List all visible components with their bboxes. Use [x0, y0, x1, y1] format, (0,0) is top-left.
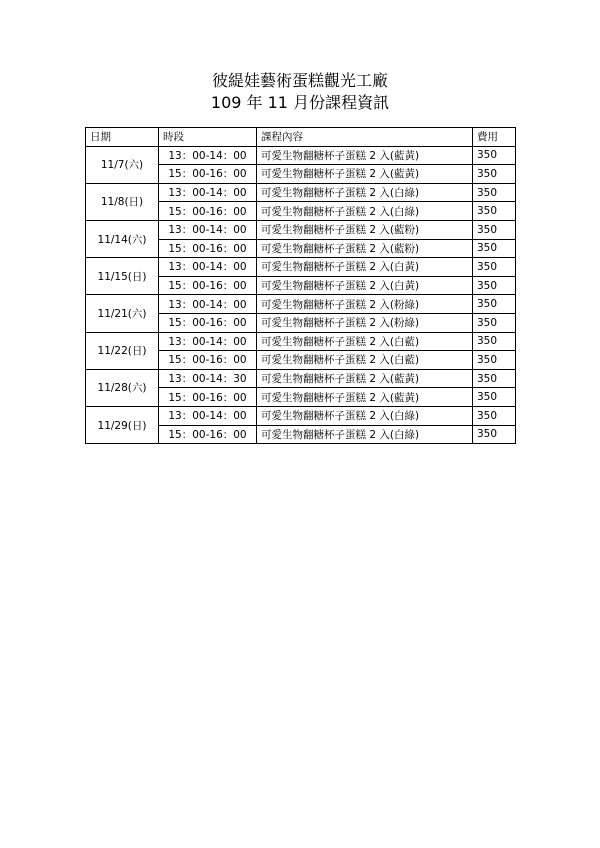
table-row	[86, 220, 516, 239]
table-header-row	[86, 128, 516, 147]
fee-cell: 350	[473, 425, 516, 444]
course-cell: 可愛生物翻糖杯子蛋糕 2 入(白藍)	[257, 351, 473, 370]
time-cell: 15：00-16：00	[159, 276, 257, 295]
time-cell: 15：00-16：00	[159, 202, 257, 221]
time-cell: 15：00-16：00	[159, 313, 257, 332]
date-cell: 11/8(日)	[86, 183, 159, 220]
time-cell: 15：00-16：00	[159, 351, 257, 370]
course-cell: 可愛生物翻糖杯子蛋糕 2 入(藍粉)	[257, 220, 473, 239]
header-time: 時段	[159, 128, 257, 147]
fee-cell: 350	[473, 146, 516, 165]
time-cell: 13：00-14：00	[159, 220, 257, 239]
schedule-table	[85, 127, 516, 444]
course-cell: 可愛生物翻糖杯子蛋糕 2 入(白綠)	[257, 406, 473, 425]
course-cell: 可愛生物翻糖杯子蛋糕 2 入(藍黃)	[257, 146, 473, 165]
table-row	[86, 183, 516, 202]
document-title: 彼緹娃藝術蛋糕觀光工廠	[211, 71, 388, 90]
fee-cell: 350	[473, 183, 516, 202]
time-cell: 13：00-14：00	[159, 183, 257, 202]
time-cell: 15：00-16：00	[159, 165, 257, 184]
time-cell: 13：00-14：00	[159, 406, 257, 425]
time-cell: 13：00-14：00	[159, 258, 257, 277]
date-cell: 11/14(六)	[86, 220, 159, 257]
fee-cell: 350	[473, 388, 516, 407]
header-course: 課程內容	[257, 128, 473, 147]
time-cell: 13：00-14：00	[159, 146, 257, 165]
date-cell: 11/21(六)	[86, 295, 159, 332]
header-date: 日期	[86, 128, 159, 147]
fee-cell: 350	[473, 202, 516, 221]
course-cell: 可愛生物翻糖杯子蛋糕 2 入(藍黃)	[257, 369, 473, 388]
fee-cell: 350	[473, 406, 516, 425]
table-row	[86, 295, 516, 314]
fee-cell: 350	[473, 369, 516, 388]
time-cell: 13：00-14：00	[159, 332, 257, 351]
fee-cell: 350	[473, 276, 516, 295]
table-row	[86, 258, 516, 277]
course-cell: 可愛生物翻糖杯子蛋糕 2 入(藍粉)	[257, 239, 473, 258]
table-row	[86, 406, 516, 425]
document-header	[0, 70, 600, 114]
course-cell: 可愛生物翻糖杯子蛋糕 2 入(白綠)	[257, 425, 473, 444]
fee-cell: 350	[473, 313, 516, 332]
fee-cell: 350	[473, 239, 516, 258]
header-fee: 費用	[473, 128, 516, 147]
course-cell: 可愛生物翻糖杯子蛋糕 2 入(白綠)	[257, 202, 473, 221]
course-cell: 可愛生物翻糖杯子蛋糕 2 入(白黃)	[257, 258, 473, 277]
course-cell: 可愛生物翻糖杯子蛋糕 2 入(粉綠)	[257, 295, 473, 314]
fee-cell: 350	[473, 295, 516, 314]
fee-cell: 350	[473, 258, 516, 277]
fee-cell: 350	[473, 332, 516, 351]
schedule-body	[86, 146, 516, 444]
fee-cell: 350	[473, 220, 516, 239]
document-subtitle: 109 年 11 月份課程資訊	[210, 93, 390, 112]
date-cell: 11/28(六)	[86, 369, 159, 406]
course-cell: 可愛生物翻糖杯子蛋糕 2 入(白黃)	[257, 276, 473, 295]
table-row	[86, 146, 516, 165]
fee-cell: 350	[473, 165, 516, 184]
course-cell: 可愛生物翻糖杯子蛋糕 2 入(粉綠)	[257, 313, 473, 332]
table-row	[86, 369, 516, 388]
date-cell: 11/22(日)	[86, 332, 159, 369]
date-cell: 11/29(日)	[86, 406, 159, 443]
date-cell: 11/7(六)	[86, 146, 159, 183]
course-cell: 可愛生物翻糖杯子蛋糕 2 入(白藍)	[257, 332, 473, 351]
time-cell: 15：00-16：00	[159, 388, 257, 407]
time-cell: 15：00-16：00	[159, 425, 257, 444]
table-row	[86, 332, 516, 351]
course-cell: 可愛生物翻糖杯子蛋糕 2 入(藍黃)	[257, 388, 473, 407]
time-cell: 13：00-14：30	[159, 369, 257, 388]
time-cell: 13：00-14：00	[159, 295, 257, 314]
date-cell: 11/15(日)	[86, 258, 159, 295]
time-cell: 15：00-16：00	[159, 239, 257, 258]
fee-cell: 350	[473, 351, 516, 370]
course-cell: 可愛生物翻糖杯子蛋糕 2 入(藍黃)	[257, 165, 473, 184]
course-cell: 可愛生物翻糖杯子蛋糕 2 入(白綠)	[257, 183, 473, 202]
